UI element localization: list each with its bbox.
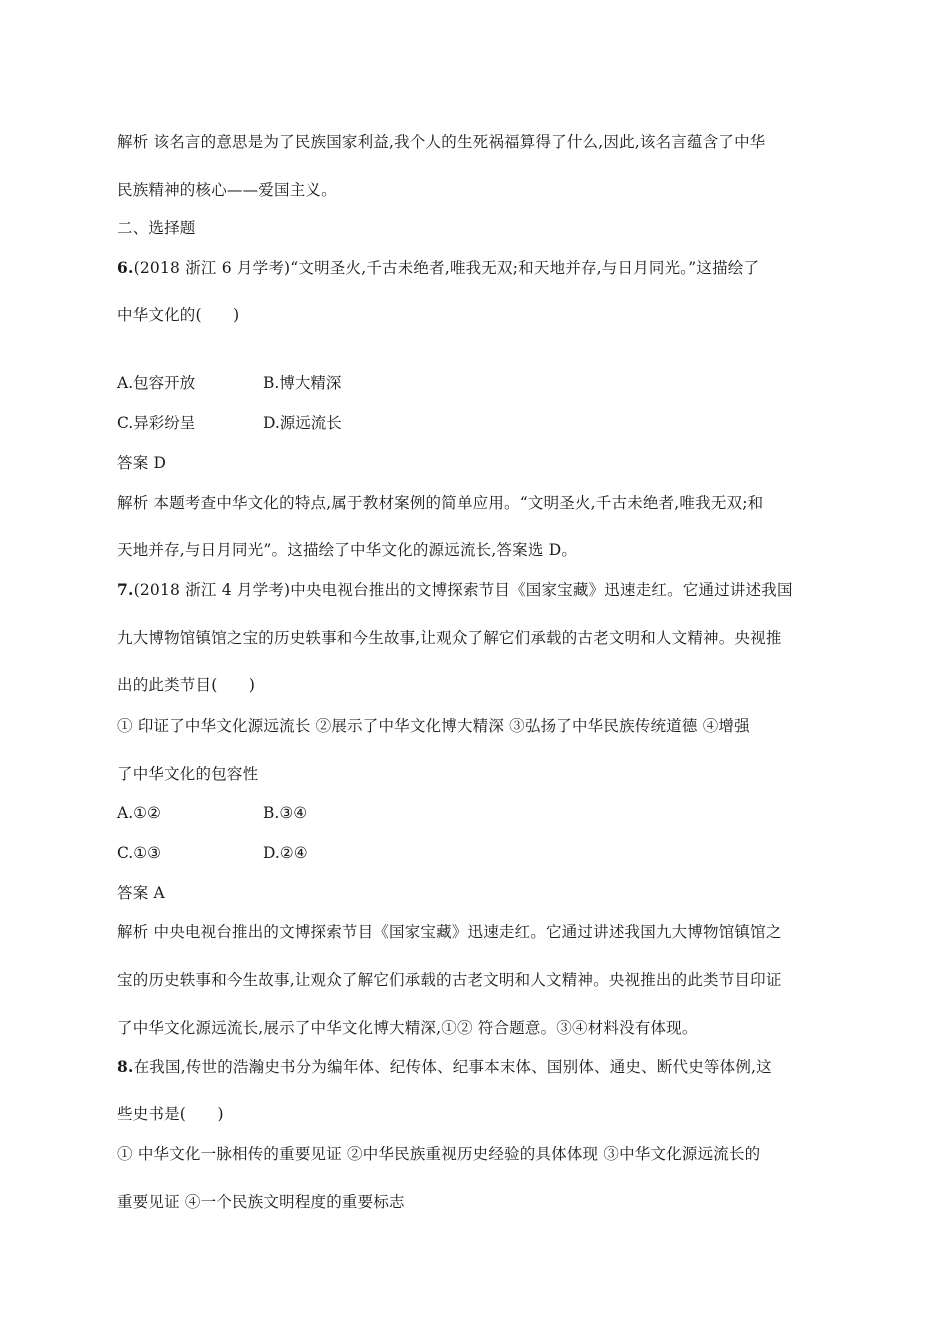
q7-analysis-line-2: 宝的历史轶事和今生故事,让观众了解它们承载的古老文明和人文精神。央视推出的此类节目印证 [117, 971, 782, 989]
q7-number: 7. [117, 580, 134, 599]
q7-stem-line-3: 出的此类节目( ) [117, 676, 256, 694]
q6-analysis-line-1: 解析 本题考查中华文化的特点,属于教材案例的简单应用。“文明圣火,千古未绝者,唯我无双;和 [117, 494, 764, 512]
q7-items-line-2: 了中华文化的包容性 [117, 765, 259, 783]
q8-stem-text: 在我国,传世的浩瀚史书分为编年体、纪传体、纪事本末体、国别体、通史、断代史等体例,这 [133, 1058, 772, 1076]
q7-stem-line-2: 九大博物馆镇馆之宝的历史轶事和今生故事,让观众了解它们承载的古老文明和人文精神。央视推 [117, 629, 782, 647]
q6-analysis-line-2: 天地并存,与日月同光”。这描绘了中华文化的源远流长,答案选 D。 [117, 541, 578, 559]
q6-answer: 答案 D [117, 454, 167, 472]
q5-analysis-line-2: 民族精神的核心——爱国主义。 [117, 181, 337, 199]
q7-stem-line-1 [117, 580, 793, 600]
q6-option-a[interactable]: A.包容开放 [117, 374, 196, 392]
q7-answer: 答案 A [117, 884, 165, 902]
q7-analysis-line-1: 解析 中央电视台推出的文博探索节目《国家宝藏》迅速走红。它通过讲述我国九大博物馆镇馆之 [117, 923, 782, 941]
q6-stem-text: (2018 浙江 6 月学考)“文明圣火,千古未绝者,唯我无双;和天地并存,与日月同光。”这描绘了 [133, 259, 760, 277]
section-heading: 二、选择题 [117, 219, 196, 237]
q5-analysis-line-1: 解析 该名言的意思是为了民族国家利益,我个人的生死祸福算得了什么,因此,该名言蕴含了中华 [117, 133, 766, 151]
q8-number: 8. [117, 1057, 134, 1076]
q6-option-c[interactable]: C.异彩纷呈 [117, 414, 196, 432]
q7-option-b[interactable]: B.③④ [263, 804, 308, 822]
q6-option-d[interactable]: D.源远流长 [263, 414, 342, 432]
q6-option-b[interactable]: B.博大精深 [263, 374, 342, 392]
q7-option-c[interactable]: C.①③ [117, 844, 162, 862]
q8-items-line-2: 重要见证 ④一个民族文明程度的重要标志 [117, 1193, 405, 1211]
q7-option-a[interactable]: A.①② [117, 804, 161, 822]
q7-items-line-1: ① 印证了中华文化源远流长 ②展示了中华文化博大精深 ③弘扬了中华民族传统道德 ④增强 [117, 717, 750, 735]
q8-stem-line-2: 些史书是( ) [117, 1105, 224, 1123]
q7-stem-text: (2018 浙江 4 月学考)中央电视台推出的文博探索节目《国家宝藏》迅速走红。它通过讲述我国 [133, 581, 793, 599]
q6-stem-line-1 [117, 258, 759, 278]
q7-option-d[interactable]: D.②④ [263, 844, 308, 862]
q8-stem-line-1 [117, 1057, 772, 1077]
q8-items-line-1: ① 中华文化一脉相传的重要见证 ②中华民族重视历史经验的具体体现 ③中华文化源远流长的 [117, 1145, 761, 1163]
q6-number: 6. [117, 258, 134, 277]
q6-stem-line-2: 中华文化的( ) [117, 306, 240, 324]
q7-analysis-line-3: 了中华文化源远流长,展示了中华文化博大精深,①② 符合题意。③④材料没有体现。 [117, 1019, 698, 1037]
